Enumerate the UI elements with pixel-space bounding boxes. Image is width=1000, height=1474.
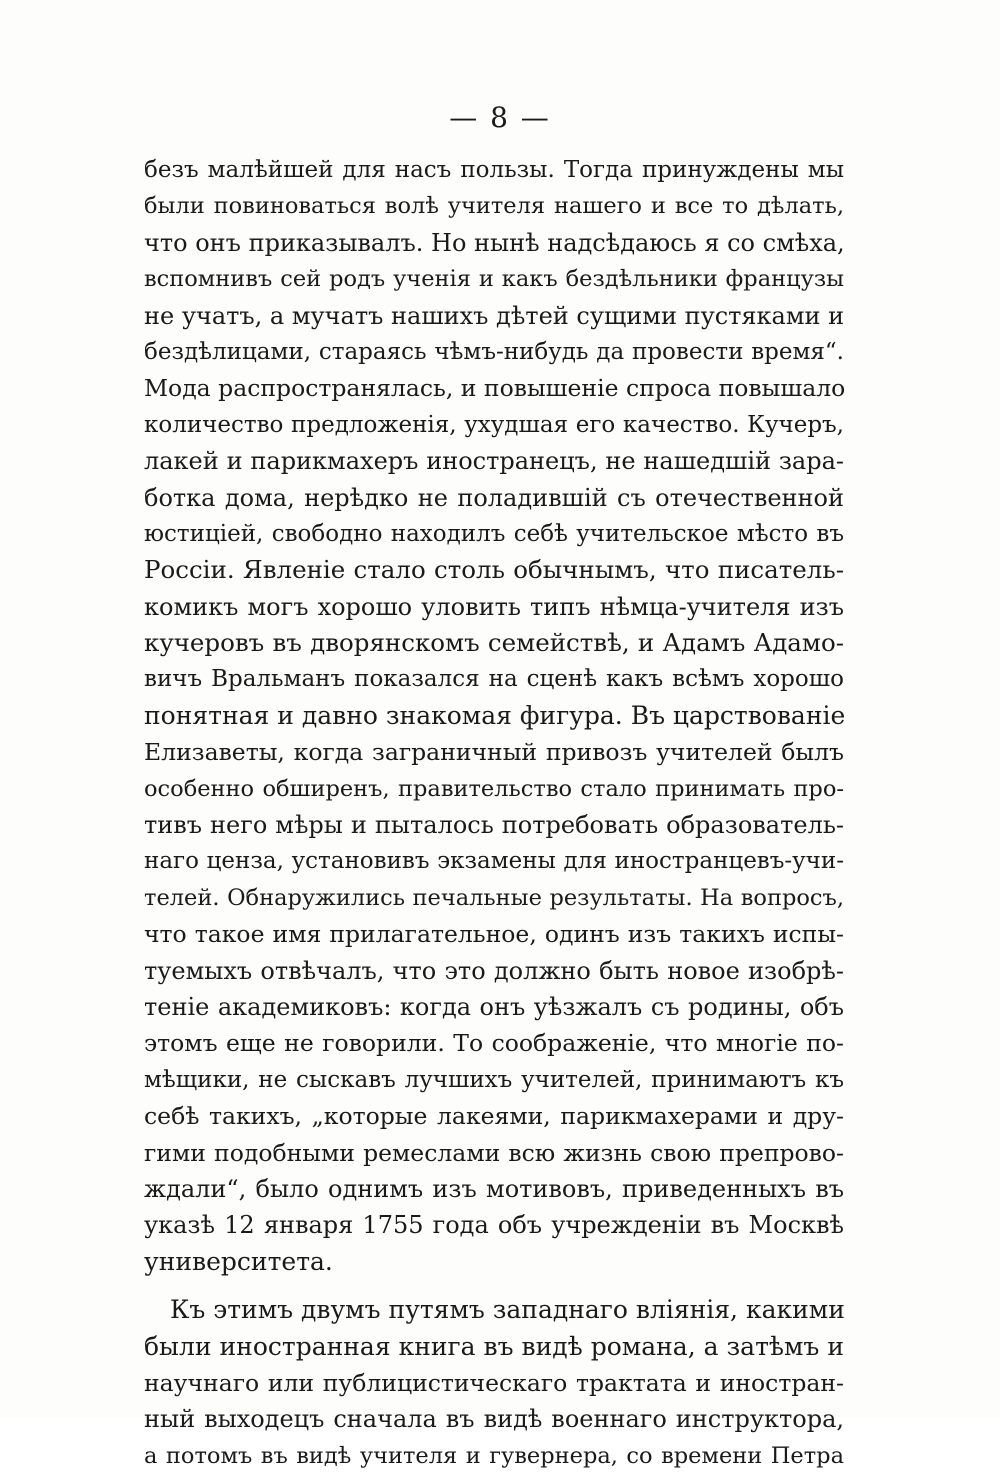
paragraph [144,152,844,1280]
text-line: юстиціей, свободно находилъ себѣ учительское мѣсто въ [144,520,844,547]
text-line: были иностранная книга въ видѣ романа, а затѣмъ и [144,1331,844,1361]
text-line: а потомъ въ видѣ учителя и гувернера, со времени Петра [144,1442,844,1469]
page-number: — 8 — [449,101,551,134]
text-line: Елизаветы, когда заграничный привозъ учителей былъ [144,738,844,767]
text-line: понятная и давно знакомая фигура. Въ царствованіе [144,700,846,730]
text-line: ждали“, было однимъ изъ мотивовъ, приведенныхъ въ [144,1174,844,1203]
text-line: туемыхъ отвѣчалъ, что это должно быть новое изобрѣ- [144,956,844,985]
text-line: Къ этимъ двумъ путямъ западнаго вліянія, какими [170,1295,845,1325]
text-line: гими подобными ремеслами всю жизнь свою препрово- [144,1138,844,1167]
text-line: указѣ 12 января 1755 года объ учрежденіи въ Москвѣ [144,1211,844,1240]
paragraph [144,1292,844,1474]
text-line: не учатъ, а мучатъ нашихъ дѣтей сущими пустяками и [144,301,845,330]
text-line: университета. [144,1246,333,1276]
text-line: лакей и парикмахеръ иностранецъ, не нашедшій зара- [144,447,844,476]
paragraph-gap [144,1280,844,1292]
text-line: были повиноваться волѣ учителя нашего и все то дѣлать, [144,193,844,220]
text-line: тивъ него мѣры и пыталось потребовать образователь- [144,811,844,840]
text-line: что такое имя прилагательное, одинъ изъ такихъ испы- [144,920,844,949]
text-line: наго ценза, установивъ экзамены для иностранцевъ-учи- [144,848,844,875]
text-line: ный выходецъ сначала въ видѣ военнаго инструктора, [144,1405,844,1434]
text-line: бездѣлицами, стараясь чѣмъ-нибудь да провести время“. [144,338,844,365]
text-line: телей. Обнаружились печальные результаты. На вопросъ, [144,884,844,911]
text-line: теніе академиковъ: когда онъ уѣзжалъ съ родины, объ [144,992,844,1021]
text-line: Мода распространялась, и повышеніе спроса повышало [144,374,846,403]
text-line: безъ малѣйшей для насъ пользы. Тогда принуждены мы [144,157,844,183]
text-line: себѣ такихъ, „которые лакеями, парикмахерами и дру- [144,1102,844,1131]
text-line: Россіи. Явленіе стало столь обычнымъ, что писатель- [144,555,844,585]
text-line: что онъ приказывалъ. Но нынѣ надсѣдаюсь я со смѣха, [144,228,845,257]
text-line: мѣщики, не сыскавъ лучшихъ учителей, принимаютъ къ [144,1066,844,1093]
text-line: количество предложенія, ухудшая его качество. Кучеръ, [144,411,844,438]
text-line: комикъ могъ хорошо уловить типъ нѣмца-учителя изъ [144,592,844,621]
text-line: ботка дома, нерѣдко не поладившій съ отечественной [144,483,844,512]
text-line: вичъ Вральманъ показался на сценѣ какъ всѣмъ хорошо [144,666,844,693]
text-line: особенно обширенъ, правительство стало принимать про- [144,775,844,802]
body-text [144,152,844,1474]
text-line: кучеровъ въ дворянскомъ семействѣ, и Адамъ Адамо- [144,628,844,658]
text-line: вспомнивъ сей родъ ученія и какъ бездѣльники французы [144,266,844,293]
text-line: этомъ еще не говорили. То соображеніе, что многіе по- [144,1029,844,1058]
text-line: научнаго или публицистическаго трактата и иностран- [144,1368,844,1397]
